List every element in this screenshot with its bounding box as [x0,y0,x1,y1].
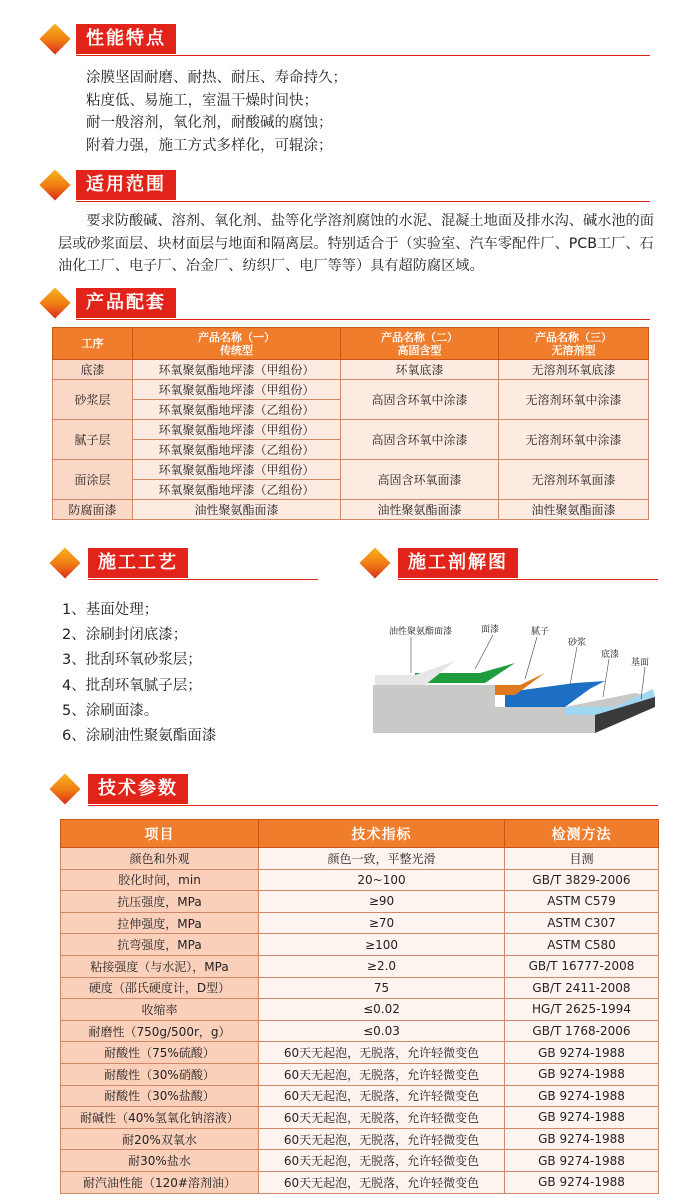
product-cell: 环氧底漆 [341,360,499,380]
method-cell: GB 9274-1988 [505,1128,659,1150]
value-cell: 20~100 [259,869,505,891]
diamond-icon [359,547,390,578]
list-item: 5、涂刷面漆。 [62,702,159,719]
process-cell: 防腐面漆 [53,500,133,520]
value-cell: 60天无起泡，无脱落，允许轻微变色 [259,1171,505,1193]
table-row [61,891,659,913]
leader-line [525,637,537,679]
method-cell: GB/T 16777-2008 [505,955,659,977]
product-cell: 无溶剂环氧面漆 [499,460,649,500]
value-cell: ≥90 [259,891,505,913]
product-cell: 环氧聚氨酯地坪漆（乙组份） [133,480,341,500]
table-row [61,1171,659,1193]
item-cell: 收缩率 [61,999,259,1021]
item-cell: 粘接强度（与水泥），MPa [61,955,259,977]
header-col2 [341,328,499,360]
list-item: 1、基面处理； [62,602,159,618]
table-row [53,460,649,480]
features-list [86,67,347,157]
method-cell: GB 9274-1988 [505,1085,659,1107]
table-row [61,999,659,1021]
table-row [61,1107,659,1129]
table-row [53,380,649,400]
process-title: 施工工艺 [88,548,188,578]
method-cell: GB 9274-1988 [505,1107,659,1129]
table-row [61,1020,659,1042]
value-cell: ≥70 [259,912,505,934]
scope-text: 要求防酸碱、溶剂、氧化剂、盐等化学溶剂腐蚀的水泥、混凝土地面及排水沟、碱水池的面层或砂浆面层、块材面层与地面和隔离层。特别适合于（实验室、汽车零配件厂、PCB工厂、石油化工厂、电子厂、冶金厂、纺织厂、电厂等等）具有超防腐区域。 [58,213,654,275]
label-primer: 底漆 [601,650,620,660]
header-rule [398,579,658,580]
list-item: 粘度低、易施工，室温干燥时间快； [86,92,318,109]
method-cell: ASTM C579 [505,891,659,913]
item-cell: 耐20%双氧水 [61,1128,259,1150]
product-cell: 高固含环氧中涂漆 [341,420,499,460]
item-cell: 硬度（邵氏硬度计，D型） [61,977,259,999]
matching-header [42,286,652,320]
scope-header [42,168,652,202]
value-cell: 60天无起泡，无脱落，允许轻微变色 [259,1085,505,1107]
method-cell: GB 9274-1988 [505,1150,659,1172]
list-item: 3、批刮环氧砂浆层； [62,652,202,669]
item-cell: 耐磨性（750g/500r，g） [61,1020,259,1042]
table-row [61,1085,659,1107]
product-cell: 环氧聚氨酯地坪漆（甲组份） [133,380,341,400]
header-col3-line2: 无溶剂型 [551,343,596,357]
value-cell: 60天无起泡，无脱落，允许轻微变色 [259,1042,505,1064]
label-topcoat: 面漆 [481,625,500,635]
method-cell: ASTM C307 [505,912,659,934]
gray-stack [373,685,495,707]
list-item: 2、涂刷封闭底漆； [62,627,188,644]
layer-cross-section-diagram [365,615,665,745]
table-row [53,360,649,380]
process-cell: 腻子层 [53,420,133,460]
product-cell: 高固含环氧面漆 [341,460,499,500]
list-item: 6、涂刷油性聚氨酯面漆 [62,728,217,745]
table-row [53,500,649,520]
process-cell: 底漆 [53,360,133,380]
table-header-row [61,820,659,848]
diamond-icon [49,547,80,578]
header-item: 项目 [61,820,259,848]
process-steps [62,598,216,749]
table-row [61,1042,659,1064]
diamond-icon [39,287,70,318]
specs-table [60,819,659,1194]
features-title: 性能特点 [76,24,176,54]
method-cell: GB/T 1768-2006 [505,1020,659,1042]
method-cell: GB 9274-1988 [505,1171,659,1193]
item-cell: 耐碱性（40%氢氧化钠溶液） [61,1107,259,1129]
process-cell: 面涂层 [53,460,133,500]
header-process: 工序 [53,328,133,360]
table-row [61,955,659,977]
diamond-icon [49,773,80,804]
leader-line [475,635,493,669]
method-cell: ASTM C580 [505,934,659,956]
item-cell: 耐30%盐水 [61,1150,259,1172]
label-mortar: 砂浆 [568,638,587,648]
product-cell: 无溶剂环氧底漆 [499,360,649,380]
specs-table-body [61,848,659,1194]
table-row [61,934,659,956]
table-row [61,1150,659,1172]
value-cell: ≤0.03 [259,1020,505,1042]
header-col3 [499,328,649,360]
item-cell: 颜色和外观 [61,848,259,870]
method-cell: GB/T 3829-2006 [505,869,659,891]
value-cell: 颜色一致，平整光滑 [259,848,505,870]
table-row [61,912,659,934]
features-header [42,22,652,56]
header-col1 [133,328,341,360]
item-cell: 耐酸性（30%硝酸） [61,1063,259,1085]
header-rule [88,805,658,806]
list-item: 耐一般溶剂，氧化剂，耐酸碱的腐蚀； [86,115,333,132]
diamond-icon [39,23,70,54]
product-cell: 环氧聚氨酯地坪漆（甲组份） [133,460,341,480]
header-rule [76,319,650,320]
product-cell: 环氧聚氨酯地坪漆（甲组份） [133,420,341,440]
table-row [61,848,659,870]
matching-title: 产品配套 [76,288,176,318]
list-item: 4、批刮环氧腻子层； [62,677,202,694]
header-col1-line2: 传统型 [220,343,253,357]
header-value: 技术指标 [259,820,505,848]
value-cell: 60天无起泡，无脱落，允许轻微变色 [259,1063,505,1085]
diamond-icon [39,169,70,200]
item-cell: 耐汽油性能（120#溶剂油） [61,1171,259,1193]
header-rule [76,55,650,56]
header-col2-line1: 产品名称（二） [381,330,458,344]
process-header [52,546,322,580]
item-cell: 拉伸强度，MPa [61,912,259,934]
leader-line [603,659,609,697]
method-cell: HG/T 2625-1994 [505,999,659,1021]
item-cell: 胶化时间，min [61,869,259,891]
table-row [61,977,659,999]
product-cell: 环氧聚氨酯地坪漆（甲组份） [133,360,341,380]
label-putty: 腻子 [531,627,550,637]
value-cell: 60天无起泡，无脱落，允许轻微变色 [259,1150,505,1172]
item-cell: 抗弯强度，MPa [61,934,259,956]
product-cell: 高固含环氧中涂漆 [341,380,499,420]
value-cell: 60天无起泡，无脱落，允许轻微变色 [259,1128,505,1150]
header-col2-line2: 高固含型 [397,343,442,357]
product-cell: 油性聚氨酯面漆 [133,500,341,520]
header-rule [88,579,318,580]
header-rule [76,201,650,202]
list-item: 涂膜坚固耐磨、耐热、耐压、寿命持久； [86,70,347,86]
value-cell: ≥100 [259,934,505,956]
item-cell: 抗压强度，MPa [61,891,259,913]
leader-line [570,647,577,685]
header-method: 检测方法 [505,820,659,848]
table-row [53,420,649,440]
table-row [61,869,659,891]
specs-title: 技术参数 [88,774,188,804]
table-row [61,1128,659,1150]
method-cell: 目测 [505,848,659,870]
process-cell: 砂浆层 [53,380,133,420]
item-cell: 耐酸性（30%盐酸） [61,1085,259,1107]
value-cell: 60天无起泡，无脱落，允许轻微变色 [259,1107,505,1129]
product-cell: 环氧聚氨酯地坪漆（乙组份） [133,440,341,460]
product-cell: 油性聚氨酯面漆 [499,500,649,520]
method-cell: GB 9274-1988 [505,1042,659,1064]
diagram-title: 施工剖解图 [398,548,518,578]
label-base: 基面 [631,658,650,668]
value-cell: ≤0.02 [259,999,505,1021]
product-cell: 无溶剂环氧中涂漆 [499,420,649,460]
value-cell: ≥2.0 [259,955,505,977]
value-cell: 75 [259,977,505,999]
scope-title: 适用范围 [76,170,176,200]
table-header-row [53,328,649,360]
label-anticorrosion: 油性聚氨酯面漆 [389,627,453,637]
diagram-header [362,546,662,580]
matching-table [52,327,649,520]
specs-header [52,772,662,806]
product-cell: 油性聚氨酯面漆 [341,500,499,520]
header-col1-line1: 产品名称（一） [198,330,275,344]
method-cell: GB/T 2411-2008 [505,977,659,999]
product-cell: 无溶剂环氧中涂漆 [499,380,649,420]
header-col3-line1: 产品名称（三） [535,330,612,344]
item-cell: 耐酸性（75%硫酸） [61,1042,259,1064]
product-cell: 环氧聚氨酯地坪漆（乙组份） [133,400,341,420]
method-cell: GB 9274-1988 [505,1063,659,1085]
table-row [61,1063,659,1085]
list-item: 附着力强，施工方式多样化，可辊涂； [86,137,333,154]
